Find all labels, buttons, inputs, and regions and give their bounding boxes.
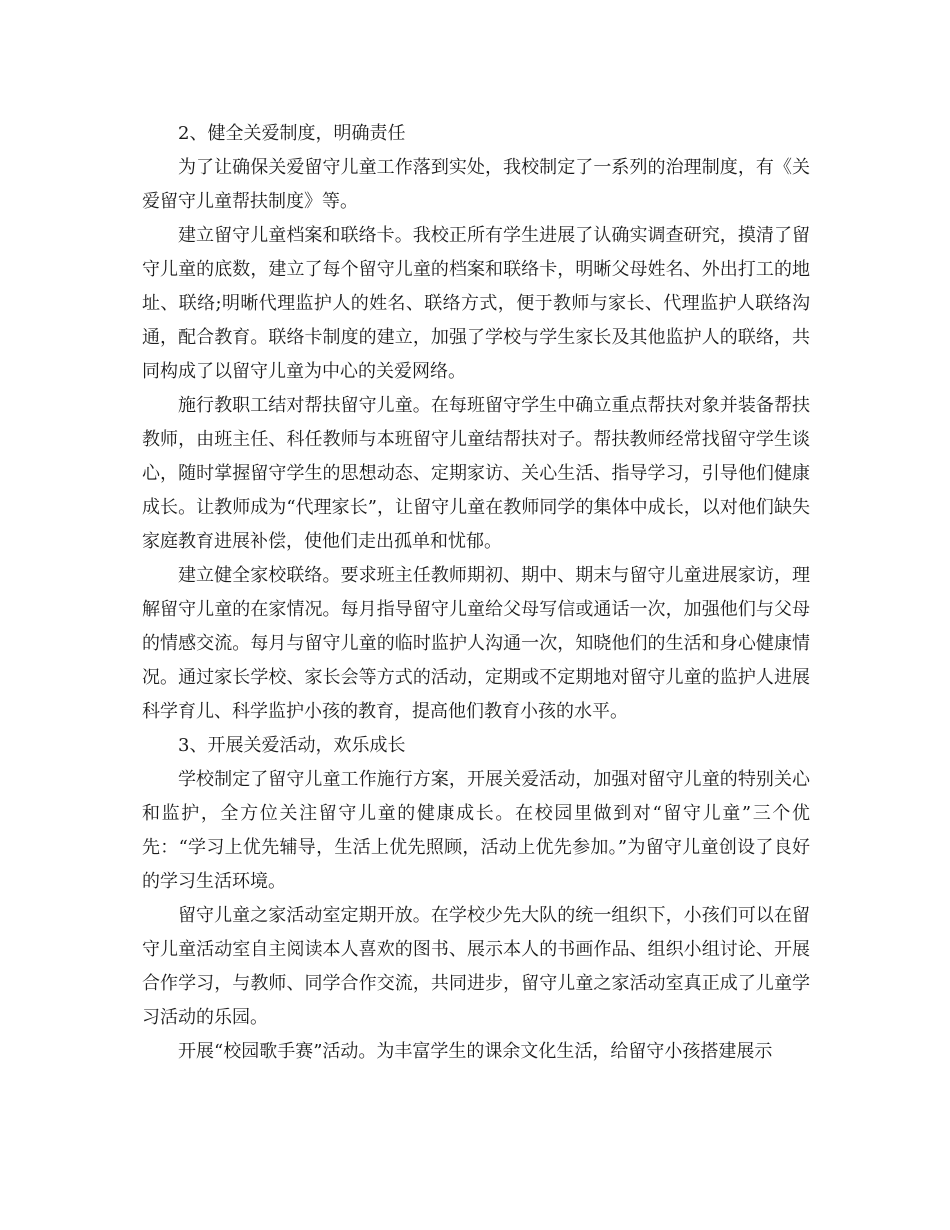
section-heading-3: 3、开展关爱活动，欢乐成长: [178, 735, 406, 756]
paragraph-archive-card: 建立留守儿童档案和联络卡。我校正所有学生进展了认确实调查研究，摸清了留守儿童的底数，建立了每个留守儿童的档案和联络卡，明晰父母姓名、外出打工的地址、联络;明晰代理监护人的姓名、联络方式，便于教师与家长、代理监护人联络沟通，配合教育。联络卡制度的建立，加强了学校与学生家长及其他监护人的联络，共同构成了以留守儿童为中心的关爱网络。: [142, 225, 810, 382]
document-body: [142, 117, 810, 1069]
paragraph-activity-room: 留守儿童之家活动室定期开放。在学校少先大队的统一组织下，小孩们可以在留守儿童活动室自主阅读本人喜欢的图书、展示本人的书画作品、组织小组讨论、开展合作学习，与教师、同学合作交流，共同进步，留守儿童之家活动室真正成了儿童学习活动的乐园。: [142, 905, 810, 1028]
paragraph-intro: 为了让确保关爱留守儿童工作落到实处，我校制定了一系列的治理制度，有《关爱留守儿童帮扶制度》等。: [142, 157, 810, 212]
paragraph-home-school-contact: 建立健全家校联络。要求班主任教师期初、期中、期末与留守儿童进展家访，理解留守儿童的在家情况。每月指导留守儿童给父母写信或通话一次，加强他们与父母的情感交流。每月与留守儿童的临时监护人沟通一次，知晓他们的生活和身心健康情况。通过家长学校、家长会等方式的活动，定期或不定期地对留守儿童的监护人进展科学育儿、科学监护小孩的教育，提高他们教育小孩的水平。: [142, 565, 810, 722]
section-heading-2: 2、健全关爱制度，明确责任: [178, 123, 406, 144]
paragraph-teacher-pairing: 施行教职工结对帮扶留守儿童。在每班留守学生中确立重点帮扶对象并装备帮扶教师，由班主任、科任教师与本班留守儿童结帮扶对子。帮扶教师经常找留守学生谈心，随时掌握留守学生的思想动态、定期家访、关心生活、指导学习，引导他们健康成长。让教师成为“代理家长”，让留守儿童在教师同学的集体中成长，以对他们缺失家庭教育进展补偿，使他们走出孤单和忧郁。: [142, 395, 810, 552]
paragraph-singer-contest: 开展“校园歌手赛”活动。为丰富学生的课余文化生活，给留守小孩搭建展示: [178, 1041, 773, 1062]
paragraph-care-activities: 学校制定了留守儿童工作施行方案，开展关爱活动，加强对留守儿童的特别关心和监护，全方位关注留守儿童的健康成长。在校园里做到对“留守儿童”三个优先：“学习上优先辅导，生活上优先照顾，活动上优先参加。”为留守儿童创设了良好的学习生活环境。: [142, 769, 810, 892]
